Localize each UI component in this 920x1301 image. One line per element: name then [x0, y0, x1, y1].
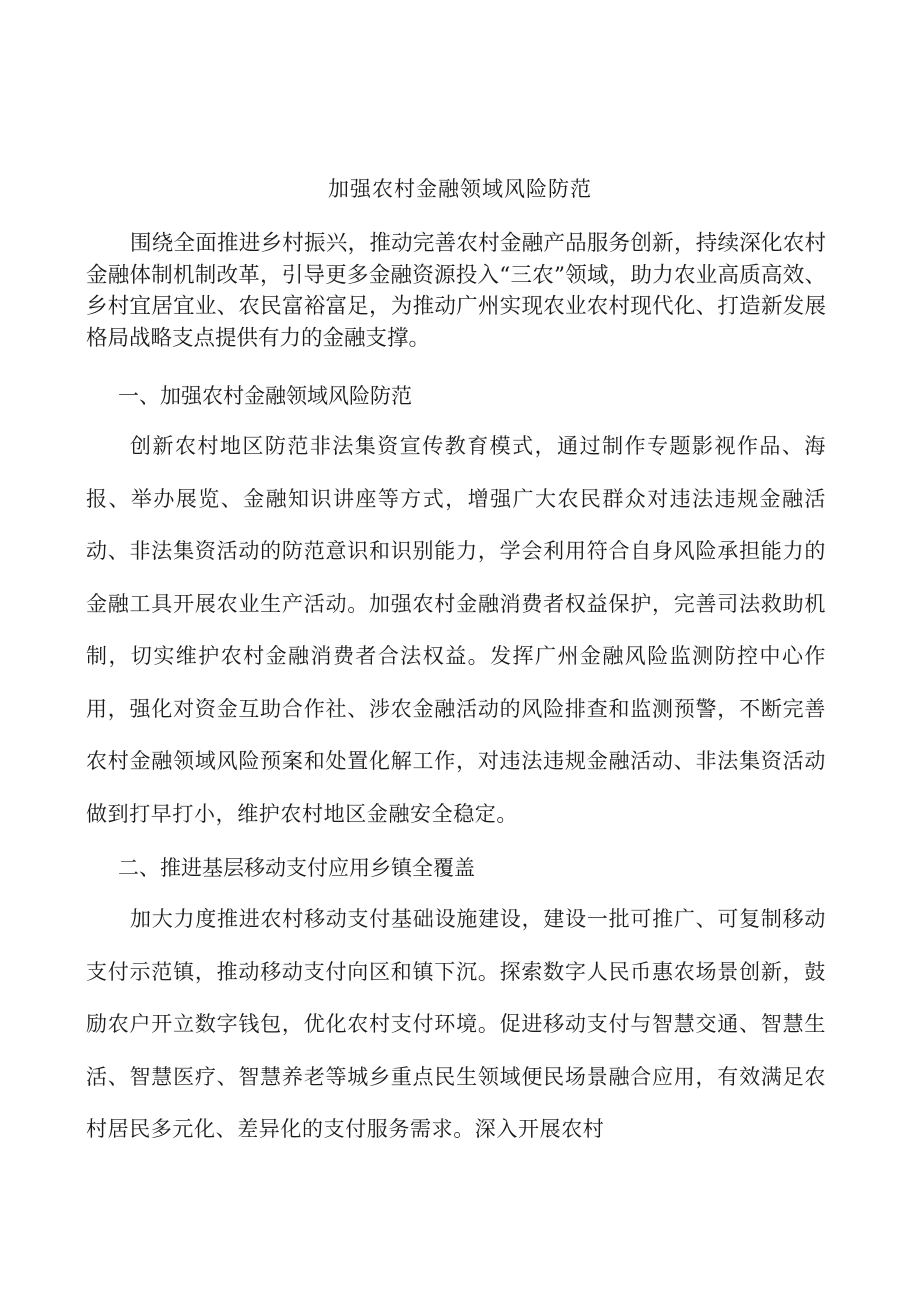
- section-heading-1: 一、加强农村金融领域风险防范: [118, 384, 412, 408]
- document-title: 加强农村金融领域风险防范: [328, 177, 592, 201]
- section-body-2: 加大力度推进农村移动支付基础设施建设，建设一批可推广、可复制移动支付示范镇，推动移动支付向区和镇下沉。探索数字人民币惠农场景创新，鼓励农户开立数字钱包，优化农村支付环境。促进移动支付与智慧交通、智慧生活、智慧医疗、智慧养老等城乡重点民生领域便民场景融合应用，有效满足农村居民多元化、差异化的支付服务需求。深入开展农村: [86, 907, 826, 1141]
- section-heading-2: 二、推进基层移动支付应用乡镇全覆盖: [118, 856, 475, 880]
- section-body-1: 创新农村地区防范非法集资宣传教育模式，通过制作专题影视作品、海报、举办展览、金融知识讲座等方式，增强广大农民群众对违法违规金融活动、非法集资活动的防范意识和识别能力，学会利用符合自身风险承担能力的金融工具开展农业生产活动。加强农村金融消费者权益保护，完善司法救助机制，切实维护农村金融消费者合法权益。发挥广州金融风险监测防控中心作用，强化对资金互助合作社、涉农金融活动的风险排查和监测预警，不断完善农村金融领域风险预案和处置化解工作，对违法违规金融活动、非法集资活动做到打早打小，维护农村地区金融安全稳定。: [86, 434, 826, 826]
- intro-paragraph: 围绕全面推进乡村振兴，推动完善农村金融产品服务创新，持续深化农村金融体制机制改革，引导更多金融资源投入“三农”领域，助力农业高质高效、乡村宜居宜业、农民富裕富足，为推动广州实现农业农村现代化、打造新发展格局战略支点提供有力的金融支撑。: [86, 231, 826, 351]
